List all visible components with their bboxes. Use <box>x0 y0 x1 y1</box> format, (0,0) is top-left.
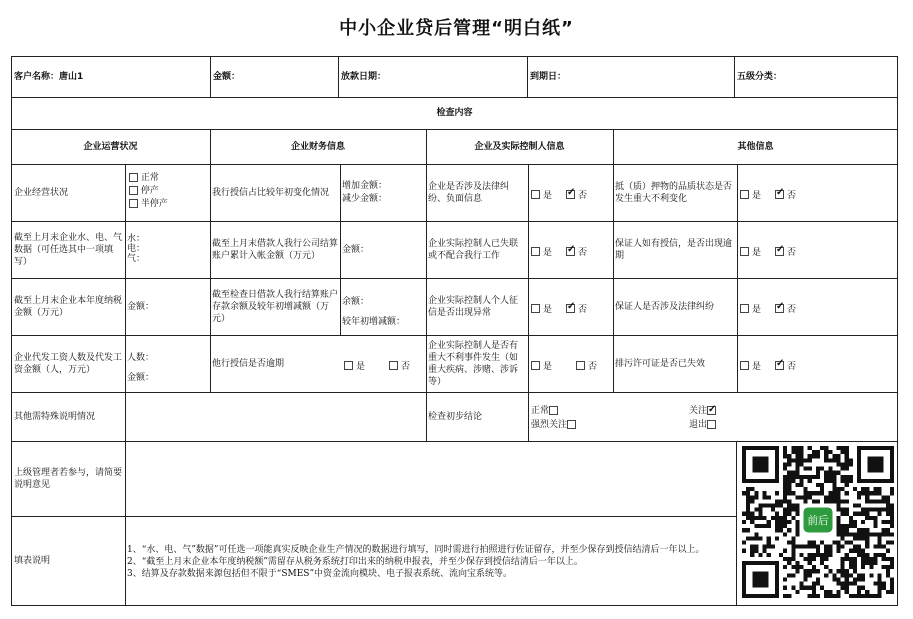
settlement-inflow-label: 截至上月末借款人我行公司结算账户累计入帐金额（万元） <box>212 238 339 261</box>
checkbox-strong-attention[interactable] <box>567 420 576 429</box>
loan-date-field: 放款日期： <box>341 71 387 82</box>
checkbox-yes[interactable] <box>531 190 540 199</box>
gas-label: 气： <box>127 254 146 264</box>
section-operations: 企业运营状况 <box>83 141 138 152</box>
filling-instructions-label: 填表说明 <box>14 555 51 566</box>
conclusion-options-right <box>689 404 716 432</box>
row-payroll-label: 企业代发工资人数及代发工资金额（人，万元） <box>14 352 123 375</box>
amount-field: 金额： <box>213 71 241 82</box>
checkbox-exit[interactable] <box>707 420 716 429</box>
collateral-quality-label: 抵（质）押物的品质状态是否发生重大不利变化 <box>615 181 733 204</box>
other-bank-overdue-yes-no: 是 否 <box>344 359 410 372</box>
checkbox-no-checked[interactable] <box>775 304 784 313</box>
payroll-values <box>127 348 154 388</box>
conclusion-exit[interactable]: 退出 <box>689 418 716 432</box>
collateral-yes-no: 是 ✓ 否 <box>740 188 796 201</box>
headcount-label: 人数： <box>127 353 155 363</box>
section-other: 其他信息 <box>737 141 774 152</box>
checkbox-semi-halted[interactable] <box>129 199 138 208</box>
business-status-options <box>129 172 168 211</box>
checkbox-no[interactable] <box>576 361 585 370</box>
legal-dispute-yes-no: 是 ✓ 否 <box>531 188 587 201</box>
row-business-status-label: 企业经营状况 <box>14 187 69 198</box>
payroll-amount-label: 金额： <box>127 373 155 383</box>
guarantor-overdue-label: 保证人如有授信，是否出现逾期 <box>615 238 733 261</box>
inspection-content-heading: 检查内容 <box>436 108 473 118</box>
checkbox-no-checked[interactable] <box>775 190 784 199</box>
checkbox-yes[interactable] <box>740 304 749 313</box>
section-finance: 企业财务信息 <box>290 141 345 152</box>
superior-opinion-label: 上级管理者若参与，请简要说明意见 <box>14 467 123 490</box>
legal-dispute-label: 企业是否涉及法律纠纷、负面信息 <box>428 181 510 204</box>
instruction-line: 1、“水、电、气”数据”可任选一项能真实反映企业生产情况的数据进行填写，同时需进行拍照进行佐证留存，并至少保存到授信结清后一年以上。 <box>127 545 705 555</box>
checkbox-yes[interactable] <box>531 304 540 313</box>
utilities-values <box>127 234 145 264</box>
special-notes-label: 其他需特殊说明情况 <box>14 411 96 422</box>
controller-lost-contact-label: 企业实际控制人已失联或不配合我行工作 <box>428 238 519 261</box>
other-bank-overdue-label: 他行授信是否逾期 <box>212 358 285 369</box>
preliminary-conclusion-label: 检查初步结论 <box>428 411 483 422</box>
credit-change-values <box>342 180 387 206</box>
guarantor-overdue-yes-no: 是 ✓ 否 <box>740 245 796 258</box>
checkbox-no-checked[interactable] <box>566 247 575 256</box>
guarantor-legal-label: 保证人是否涉及法律纠纷 <box>615 301 715 312</box>
balance-label: 余额： <box>342 297 370 307</box>
superior-opinion-input[interactable] <box>126 442 735 515</box>
adverse-event-yes-no: 是 否 <box>531 359 597 372</box>
checkbox-yes[interactable] <box>531 247 540 256</box>
controller-credit-yes-no: 是 ✓ 否 <box>531 302 587 315</box>
credit-share-change-label: 我行授信占比较年初变化情况 <box>212 187 330 198</box>
filling-instructions-text <box>127 544 735 580</box>
conclusion-normal[interactable]: 正常 <box>531 404 576 418</box>
checkbox-no-checked[interactable] <box>775 361 784 370</box>
checkbox-normal[interactable] <box>129 173 138 182</box>
checkbox-no-checked[interactable] <box>566 304 575 313</box>
conclusion-strong-attention[interactable]: 强烈关注 <box>531 418 576 432</box>
status-option-halted[interactable]: 停产 <box>129 185 168 198</box>
due-date-field: 到期日： <box>530 71 567 82</box>
deposit-balance-label: 截至检查日借款人我行结算账户存款余额及较年初增减额（万元） <box>212 289 339 324</box>
increase-amount-label: 增加金额： <box>342 181 388 191</box>
customer-name-field: 客户名称：唐山1 <box>14 71 84 82</box>
instruction-line: 3、结算及存款数据来源包括但不限于“SMES”中资金流向模块、电子报表系统、流向宝系统等。 <box>127 569 513 579</box>
row-tax-label: 截至上月末企业本年度纳税金额（万元） <box>14 295 123 318</box>
qr-code <box>742 446 894 598</box>
conclusion-attention[interactable]: 关注✓ <box>689 404 716 418</box>
electricity-label: 电： <box>127 244 146 254</box>
tax-amount-label: 金额： <box>127 301 155 312</box>
water-label: 水： <box>127 234 146 244</box>
checkbox-no-checked[interactable] <box>775 247 784 256</box>
checkbox-attention-checked[interactable] <box>707 406 716 415</box>
document-title: 中小企业贷后管理“明白纸” <box>339 18 574 39</box>
controller-adverse-event-label: 企业实际控制人是否有重大不利事件发生（如重大疾病、涉赌、涉诉等） <box>428 340 519 387</box>
status-option-normal[interactable]: 正常 <box>129 172 168 185</box>
guarantor-legal-yes-no: 是 ✓ 否 <box>740 302 796 315</box>
decrease-amount-label: 减少金额： <box>342 194 388 204</box>
conclusion-options-left <box>531 404 576 432</box>
checkbox-no[interactable] <box>389 361 398 370</box>
checkbox-yes[interactable] <box>531 361 540 370</box>
balance-change-label: 较年初增减额： <box>342 317 406 327</box>
section-controller: 企业及实际控制人信息 <box>474 141 565 152</box>
deposit-balance-values <box>342 292 405 332</box>
checkbox-yes[interactable] <box>344 361 353 370</box>
settlement-amount-label: 金额： <box>342 244 370 255</box>
controller-credit-label: 企业实际控制人个人征信是否出现异常 <box>428 295 519 318</box>
special-notes-input[interactable] <box>126 393 425 440</box>
lost-contact-yes-no: 是 ✓ 否 <box>531 245 587 258</box>
checkbox-halted[interactable] <box>129 186 138 195</box>
status-option-semi-halted[interactable]: 半停产 <box>129 198 168 211</box>
checkbox-yes[interactable] <box>740 190 749 199</box>
checkbox-no-checked[interactable] <box>566 190 575 199</box>
pollution-permit-yes-no: 是 ✓ 否 <box>740 359 796 372</box>
row-utilities-label: 截至上月末企业水、电、气数据（可任选其中一项填写） <box>14 232 123 267</box>
classification-field: 五级分类： <box>737 71 783 82</box>
checkbox-normal[interactable] <box>549 406 558 415</box>
qr-badge-text: 前后 <box>807 514 829 528</box>
checkbox-yes[interactable] <box>740 247 749 256</box>
instruction-line: 2、“截至上月末企业本年度纳税额”需留存从税务系统打印出来的纳税申报表，并至少保存到授信结清后一年以上。 <box>127 557 583 567</box>
pollution-permit-label: 排污许可证是否已失效 <box>615 358 706 369</box>
checkbox-yes[interactable] <box>740 361 749 370</box>
